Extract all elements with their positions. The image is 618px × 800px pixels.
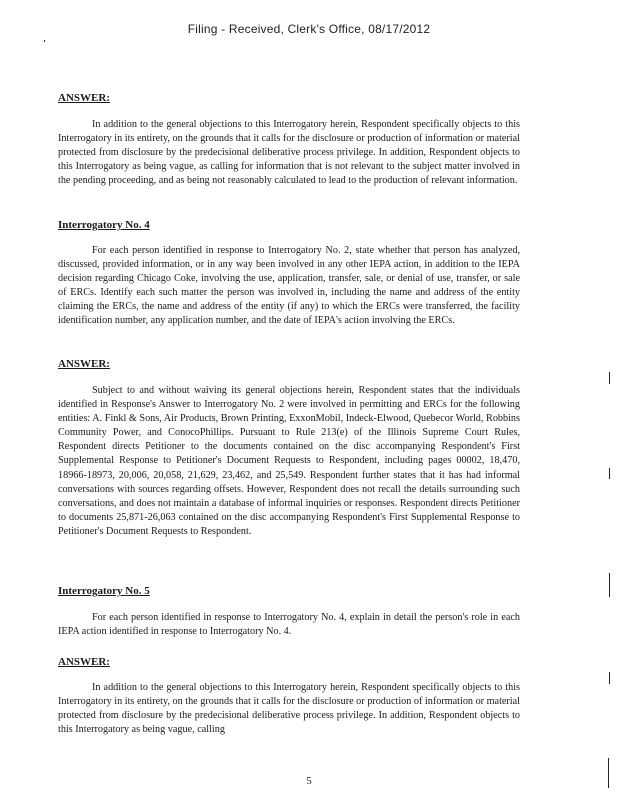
scan-mark (609, 573, 610, 597)
scan-mark (609, 672, 610, 684)
answer-paragraph-1: In addition to the general objections to this Interrogatory herein, Respondent specifically objects to this Interrogatory in its entirety, on the grounds that it calls for the disclosure or production of information or material protected from disclosure by the predecisional deliberative process privilege. In addition, Respondent objects to this Interrogatory as being vague, as calling for information that is not relevant to the subject matter involved in the pending proceeding, and as being not reasonably calculated to lead to the production of relevant information. (58, 119, 520, 187)
interrogatory-5-heading: Interrogatory No. 5 (58, 585, 150, 597)
answer-heading-2: ANSWER: (58, 358, 110, 370)
interrogatory-5-paragraph: For each person identified in response to Interrogatory No. 4, explain in detail the person's role in each IEPA action identified in response to Interrogatory No. 4. (58, 612, 520, 638)
answer-heading-1: ANSWER: (58, 92, 110, 104)
scan-mark (609, 372, 610, 384)
interrogatory-4-paragraph: For each person identified in response to Interrogatory No. 2, state whether that person has analyzed, discussed, provided information, or in any way been involved in any other IEPA action, in addition to the IEPA decision regarding Chicago Coke, involving the use, application, transfer, sale, or denial of use, transfer, or sale of ERCs. Identify each such matter the person was involved in, including the name and address of the entity claiming the ERCs, the name and address of the entity (if any) to which the ERCs were transferred, the facility identification number, any application number, and the date of IEPA's action involving the ERCs. (58, 245, 520, 327)
answer-paragraph-3: In addition to the general objections to this Interrogatory herein, Respondent specifically objects to this Interrogatory in its entirety, on the grounds that it calls for the disclosure or production of information or material protected from disclosure by the predecisional deliberative process privilege. In addition, Respondent objects to this Interrogatory as being vague, calling (58, 682, 520, 736)
scan-mark (44, 40, 45, 42)
scan-mark (608, 758, 609, 788)
scan-mark (609, 468, 610, 479)
filing-stamp: Filing - Received, Clerk's Office, 08/17/2012 (187, 22, 431, 36)
answer-heading-3: ANSWER: (58, 656, 110, 668)
answer-paragraph-2: Subject to and without waiving its general objections herein, Respondent states that the individuals identified in Response's Answer to Interrogatory No. 2 were involved in permitting and ERCs for the following entities: A. Finkl & Sons, Air Products, Brown Printing, ExxonMobil, Indeck-Elwood, Quebecor World, Robbins Community Power, and ConocoPhillips. Pursuant to Rule 213(e) of the Illinois Supreme Court Rules, Respondent directs Petitioner to the documents contained on the disc accompanying Respondent's First Supplemental Response to Petitioner's Document Requests to Respondent, including pages 00002, 18,470, 18966-18973, 20,006, 20,058, 21,629, 23,462, and 25,549. Respondent further states that it has had informal conversations with sources regarding offsets. However, Respondent does not recall the details surrounding such conversations, and does not maintain a database of informal inquiries or responses. Respondent directs Petitioner to documents 25,871-26,063 contained on the disc accompanying Respondent's First Supplemental Response to Petitioner's Document Requests to Respondent. (58, 385, 520, 537)
interrogatory-4-heading: Interrogatory No. 4 (58, 219, 150, 231)
page-number: 5 (306, 775, 312, 787)
